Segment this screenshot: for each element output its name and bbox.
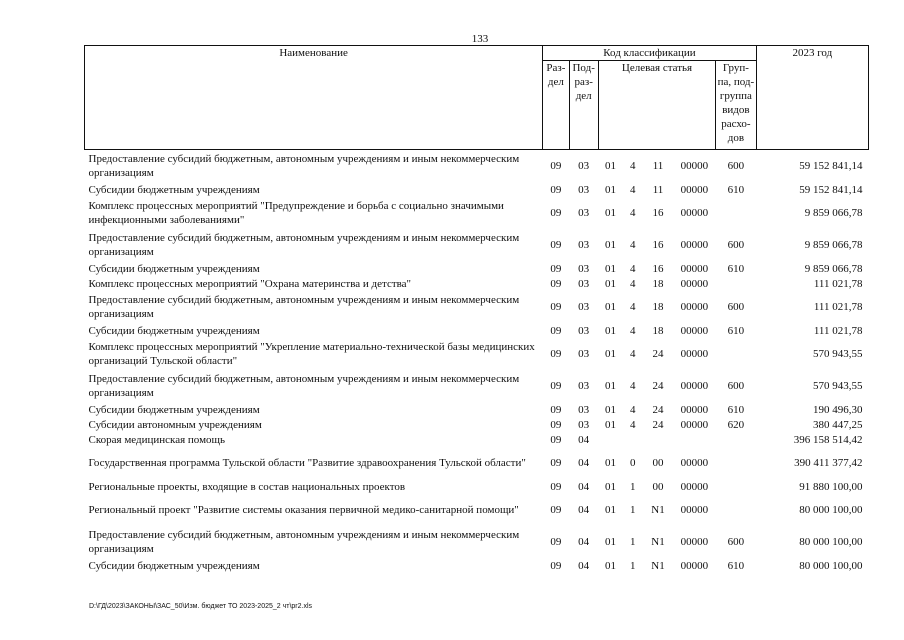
row-expense-group: 600 [727, 536, 745, 548]
table-row [85, 261, 869, 276]
row-razdel: 09 [550, 277, 562, 290]
row-amount: 390 411 377,42 [794, 457, 863, 469]
table-row [85, 479, 869, 494]
row-target-program: 01 [604, 380, 616, 392]
row-target-subprogram: 1 [629, 559, 636, 572]
row-target-code: 00000 [680, 262, 709, 275]
row-amount: 570 943,55 [813, 348, 863, 360]
row-target-program: 01 [604, 536, 616, 548]
row-target-program: 01 [604, 324, 616, 337]
row-name: Региональный проект "Развитие системы оказания первичной медико-санитарной помощи" [88, 504, 519, 516]
row-target-direction: 24 [652, 403, 664, 416]
row-razdel: 09 [550, 457, 562, 469]
row-podrazdel: 03 [578, 324, 590, 337]
row-target-subprogram: 4 [629, 262, 636, 275]
row-target-subprogram: 4 [629, 324, 636, 337]
row-target-code: 00000 [680, 480, 709, 493]
table-row [85, 276, 869, 291]
row-target-direction: N1 [651, 536, 665, 548]
row-target-direction: 18 [652, 277, 664, 290]
row-target-direction: 16 [652, 207, 664, 219]
row-target-subprogram: 0 [629, 457, 636, 469]
row-target-program [598, 432, 622, 447]
row-expense-group: 600 [727, 380, 745, 392]
row-name: Комплекс процессных мероприятий "Охрана материнства и детства" [88, 277, 412, 290]
row-amount: 59 152 841,14 [799, 183, 863, 196]
row-target-direction: 00 [652, 480, 664, 493]
table-row [85, 558, 869, 573]
row-razdel: 09 [550, 262, 562, 275]
header-podrazdel: Под- раз- дел [569, 61, 598, 150]
row-podrazdel: 03 [578, 301, 590, 313]
row-expense-group [716, 479, 757, 494]
row-podrazdel: 03 [578, 418, 590, 431]
row-target-subprogram: 4 [629, 160, 636, 172]
row-target-program: 01 [604, 301, 616, 313]
row-target-code: 00000 [680, 207, 709, 219]
row-target-direction: 16 [652, 262, 664, 275]
row-amount: 380 447,25 [813, 418, 863, 431]
row-target-direction: 11 [652, 183, 664, 196]
row-name: Субсидии бюджетным учреждениям [88, 559, 260, 572]
row-target-code: 00000 [680, 301, 709, 313]
row-podrazdel: 04 [578, 504, 590, 516]
row-target-direction: 16 [652, 239, 664, 251]
footer-file-path: D:\ГД\2023\ЗАКОНЫ\ЗАС_50\Изм. бюджет ТО 2023-2025_2 чт\pr2.xls [89, 603, 313, 610]
row-target-subprogram: 4 [629, 239, 636, 251]
row-target-direction [643, 432, 673, 447]
row-target-direction: 24 [652, 380, 664, 392]
header-year: 2023 год [756, 46, 868, 150]
row-name: Региональные проекты, входящие в состав национальных проектов [88, 480, 406, 493]
row-target-program: 01 [604, 183, 616, 196]
row-target-subprogram: 1 [629, 536, 636, 548]
row-name: Субсидии бюджетным учреждениям [88, 183, 260, 196]
row-target-direction: N1 [651, 559, 665, 572]
row-razdel: 09 [550, 207, 562, 219]
row-target-subprogram: 4 [629, 277, 636, 290]
row-expense-group: 610 [727, 183, 745, 196]
row-target-code: 00000 [680, 183, 709, 196]
table-row [85, 291, 869, 323]
row-amount: 190 496,30 [813, 403, 863, 416]
row-target-direction: 00 [652, 457, 664, 469]
row-target-code: 00000 [680, 277, 709, 290]
row-razdel: 09 [550, 418, 562, 431]
row-expense-group: 610 [727, 262, 745, 275]
table-header [85, 46, 869, 150]
row-target-subprogram: 4 [629, 403, 636, 416]
row-expense-group: 610 [727, 559, 745, 572]
row-name: Предоставление субсидий бюджетным, автономным учреждениям и иным некоммерческим организациям [88, 153, 520, 179]
row-target-program: 01 [604, 348, 616, 360]
row-podrazdel: 03 [578, 160, 590, 172]
row-amount: 80 000 100,00 [799, 504, 863, 516]
row-expense-group [716, 338, 757, 370]
row-podrazdel: 04 [578, 536, 590, 548]
row-target-direction: 11 [652, 160, 664, 172]
row-expense-group: 620 [727, 418, 745, 431]
row-amount: 570 943,55 [813, 380, 863, 392]
row-target-code: 00000 [680, 403, 709, 416]
row-podrazdel: 03 [578, 403, 590, 416]
row-target-code: 00000 [680, 504, 709, 516]
row-target-program: 01 [604, 239, 616, 251]
row-expense-group [716, 197, 757, 229]
row-name: Скорая медицинская помощь [88, 433, 226, 446]
row-razdel: 09 [550, 160, 562, 172]
page-number: 133 [471, 33, 489, 45]
row-target-subprogram: 1 [629, 480, 636, 493]
row-name: Субсидии бюджетным учреждениям [88, 403, 260, 416]
table-row [85, 494, 869, 526]
table-row [85, 417, 869, 432]
row-target-subprogram: 4 [629, 207, 636, 219]
row-amount: 111 021,78 [813, 301, 863, 313]
row-target-program: 01 [604, 207, 616, 219]
row-podrazdel: 03 [578, 183, 590, 196]
row-podrazdel: 03 [578, 348, 590, 360]
row-razdel: 09 [550, 480, 562, 493]
row-target-code: 00000 [680, 380, 709, 392]
row-name: Субсидии бюджетным учреждениям [88, 262, 260, 275]
row-podrazdel: 03 [578, 239, 590, 251]
row-amount: 396 158 514,42 [793, 433, 863, 446]
row-razdel: 09 [550, 348, 562, 360]
row-razdel: 09 [550, 504, 562, 516]
row-target-code: 00000 [680, 559, 709, 572]
row-target-subprogram: 4 [629, 183, 636, 196]
row-target-program: 01 [604, 480, 616, 493]
row-name: Субсидии автономным учреждениям [88, 418, 262, 431]
table-row [85, 447, 869, 479]
row-amount: 111 021,78 [813, 277, 863, 290]
row-podrazdel: 04 [578, 457, 590, 469]
row-razdel: 09 [550, 301, 562, 313]
row-name: Предоставление субсидий бюджетным, автономным учреждениям и иным некоммерческим организациям [88, 529, 520, 555]
row-target-subprogram: 4 [629, 418, 636, 431]
table-row [85, 402, 869, 417]
row-razdel: 09 [550, 380, 562, 392]
row-amount: 91 880 100,00 [799, 480, 863, 493]
row-amount: 59 152 841,14 [799, 160, 863, 172]
row-razdel: 09 [550, 183, 562, 196]
row-podrazdel: 04 [578, 480, 590, 493]
table-row [85, 432, 869, 447]
row-target-code: 00000 [680, 418, 709, 431]
row-expense-group [716, 432, 757, 447]
table-row [85, 229, 869, 261]
header-expense-group: Груп- па, под- группа видов расхо- дов [716, 61, 757, 150]
row-target-program: 01 [604, 559, 616, 572]
row-amount: 9 859 066,78 [804, 239, 863, 251]
row-expense-group: 600 [727, 239, 745, 251]
row-name: Предоставление субсидий бюджетным, автономным учреждениям и иным некоммерческим организациям [88, 373, 520, 399]
row-expense-group: 610 [727, 403, 745, 416]
budget-table [84, 45, 869, 573]
row-target-program: 01 [604, 262, 616, 275]
row-name: Государственная программа Тульской области "Развитие здравоохранения Тульской области" [88, 457, 526, 469]
row-target-code: 00000 [680, 160, 709, 172]
row-expense-group [716, 494, 757, 526]
row-podrazdel: 03 [578, 262, 590, 275]
row-razdel: 09 [550, 559, 562, 572]
row-target-code [673, 432, 715, 447]
row-amount: 80 000 100,00 [799, 536, 863, 548]
row-razdel: 09 [550, 403, 562, 416]
row-target-code: 00000 [680, 536, 709, 548]
row-target-program: 01 [604, 504, 616, 516]
row-razdel: 09 [550, 536, 562, 548]
row-expense-group: 610 [727, 324, 745, 337]
row-name: Комплекс процессных мероприятий "Укрепление материально-технической базы медицинских организаций Тульской области" [88, 341, 535, 367]
row-target-subprogram [623, 432, 643, 447]
row-name: Комплекс процессных мероприятий "Предупреждение и борьба с социально значимыми инфекционными заболеваниями" [88, 200, 504, 226]
row-target-program: 01 [604, 457, 616, 469]
row-target-direction: N1 [651, 504, 665, 516]
row-expense-group: 600 [727, 301, 745, 313]
row-expense-group [716, 276, 757, 291]
row-amount: 111 021,78 [813, 324, 863, 337]
header-classification: Код классификации [543, 46, 756, 61]
row-podrazdel: 03 [578, 207, 590, 219]
row-target-direction: 18 [652, 301, 664, 313]
row-amount: 80 000 100,00 [799, 559, 863, 572]
row-razdel: 09 [550, 324, 562, 337]
row-target-program: 01 [604, 403, 616, 416]
table-row [85, 150, 869, 183]
table-row [85, 182, 869, 197]
row-expense-group [716, 447, 757, 479]
row-razdel: 09 [550, 433, 562, 446]
row-target-direction: 24 [652, 418, 664, 431]
row-target-code: 00000 [680, 324, 709, 337]
row-target-subprogram: 4 [629, 301, 636, 313]
row-name: Предоставление субсидий бюджетным, автономным учреждениям и иным некоммерческим организациям [88, 232, 520, 258]
row-podrazdel: 03 [578, 380, 590, 392]
row-amount: 9 859 066,78 [804, 262, 863, 275]
row-target-code: 00000 [680, 348, 709, 360]
row-podrazdel: 04 [578, 433, 590, 446]
row-target-subprogram: 4 [629, 348, 636, 360]
row-target-program: 01 [604, 418, 616, 431]
row-target-program: 01 [604, 160, 616, 172]
table-row [85, 323, 869, 338]
table-row [85, 338, 869, 370]
table-row [85, 526, 869, 558]
row-target-direction: 24 [652, 348, 664, 360]
table-row [85, 370, 869, 402]
row-podrazdel: 03 [578, 277, 590, 290]
row-target-code: 00000 [680, 239, 709, 251]
row-amount: 9 859 066,78 [804, 207, 863, 219]
header-razdel: Раз- дел [543, 61, 569, 150]
row-name: Субсидии бюджетным учреждениям [88, 324, 260, 337]
row-target-code: 00000 [680, 457, 709, 469]
row-target-program: 01 [604, 277, 616, 290]
header-name: Наименование [85, 46, 543, 150]
row-name: Предоставление субсидий бюджетным, автономным учреждениям и иным некоммерческим организациям [88, 294, 520, 320]
row-target-subprogram: 4 [629, 380, 636, 392]
header-target-article: Целевая статья [598, 61, 715, 150]
row-target-direction: 18 [652, 324, 664, 337]
table-row [85, 197, 869, 229]
row-podrazdel: 04 [578, 559, 590, 572]
table-body [85, 150, 869, 574]
row-expense-group: 600 [727, 160, 745, 172]
row-target-subprogram: 1 [629, 504, 636, 516]
row-razdel: 09 [550, 239, 562, 251]
